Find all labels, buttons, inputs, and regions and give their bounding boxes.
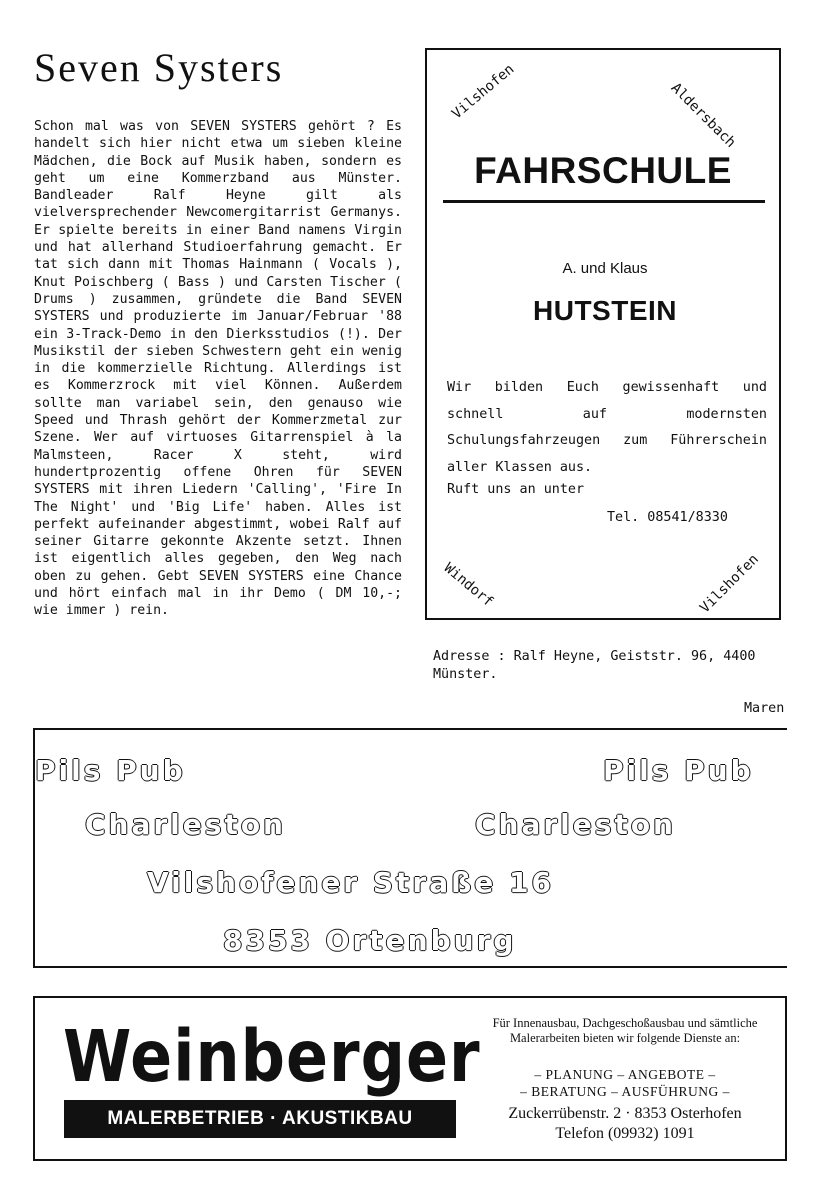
painter-contact: [475, 1104, 775, 1144]
painter-services-line-2: – BERATUNG – AUSFÜHRUNG –: [520, 1084, 730, 1099]
painter-trade-bar: MALERBETRIEB · AKUSTIKBAU: [64, 1100, 456, 1138]
painter-phone: Telefon (09932) 1091: [555, 1125, 695, 1142]
pub-ad: [33, 728, 787, 968]
painter-services-line-1: – PLANUNG – ANGEBOTE –: [534, 1067, 716, 1082]
corner-town-top-left: Vilshofen: [449, 61, 518, 123]
fahrschule-call: Ruft uns an unter: [447, 482, 585, 497]
painter-intro: Für Innenausbau, Dachgeschoßausbau und sämtliche Malerarbeiten bieten wir folgende Dienste an:: [492, 1016, 758, 1045]
pub-street: Vilshofener Straße 16: [147, 866, 554, 899]
article-text: Schon mal was von SEVEN SYSTERS gehört ? Es handelt sich hier nicht etwa um sieben kleine Mädchen, die Bock auf Musik haben, sondern es geht um eine Kommerzband aus Münster. Bandleader Ralf Heyne gilt als vielversprechender Newcomergitarrist Germanys. Er spielte bereits in einer Band namens Virgin und hat allerhand Studioerfahrung gemacht. Er tat sich dann mit Thomas Hainmann ( Vocals ), Knut Poischberg ( Bass ) und Carsten Tischer ( Drums ) zusammen, gründete die Band SEVEN SYSTERS und produzierte im Januar/Februar '88 ein 3-Track-Demo in den Dierksstudios (!). Der Musikstil der sieben Schwestern geht ein wenig in die kommerzielle Richtung. Allerdings ist es Kommerzrock mit viel Können. Außerdem sollte man variabel sein, den genauso wie Speed und Thrash gehört der Kommerzmetal zur Szene. Wer auf virtuoses Gitarrenspiel à la Malmsteen, Racer X steht, wird hundertprozentig offene Ohren für SEVEN SYSTERS mit ihren Liedern 'Calling', 'Fire In The Night' und 'Big Life' haben. Alles ist perfekt aufeinander abgestimmt, wobei Ralf auf seiner Gitarre gekonnte Akzente setzt. Ihnen ist eigentlich alles gegeben, den Weg nach oben zu gehen. Gebt SEVEN SYSTERS eine Chance und hört einfach mal in ihr Demo ( DM 10,-; wie immer ) rein.: [34, 119, 402, 619]
fahrschule-name: HUTSTEIN: [533, 295, 677, 326]
article-title: Seven Systers: [34, 45, 284, 90]
pub-sub-left: Charleston: [85, 808, 286, 841]
corner-town-bottom-left: Windorf: [440, 560, 497, 611]
fahrschule-headline: FAHRSCHULE: [474, 150, 732, 191]
painter-logo: Weinberger: [63, 1014, 481, 1099]
article-body: [34, 118, 402, 620]
pub-city: 8353 Ortenburg: [223, 924, 517, 957]
author-signature: Maren: [744, 701, 785, 716]
painter-services: [475, 1066, 775, 1100]
corner-town-bottom-right: Vilshofen: [697, 551, 762, 617]
headline-underline: [443, 200, 765, 203]
painter-ad: [33, 996, 787, 1161]
pub-sub-right: Charleston: [475, 808, 676, 841]
band-address: Adresse : Ralf Heyne, Geiststr. 96, 4400 Münster.: [433, 649, 756, 682]
corner-town-top-right: Aldersbach: [667, 80, 739, 151]
fahrschule-description: Wir bilden Euch gewissenhaft und schnell auf modernsten Schulungsfahrzeugen zum Führerschein aller Klassen aus.: [447, 380, 767, 475]
pub-name-left: Pils Pub: [35, 754, 186, 787]
painter-street: Zuckerrübenstr. 2 · 8353 Osterhofen: [508, 1105, 742, 1122]
fahrschule-phone: Tel. 08541/8330: [607, 510, 728, 525]
pub-name-right: Pils Pub: [603, 754, 754, 787]
fahrschule-owners: A. und Klaus: [562, 260, 648, 277]
fahrschule-ad: [425, 48, 781, 620]
